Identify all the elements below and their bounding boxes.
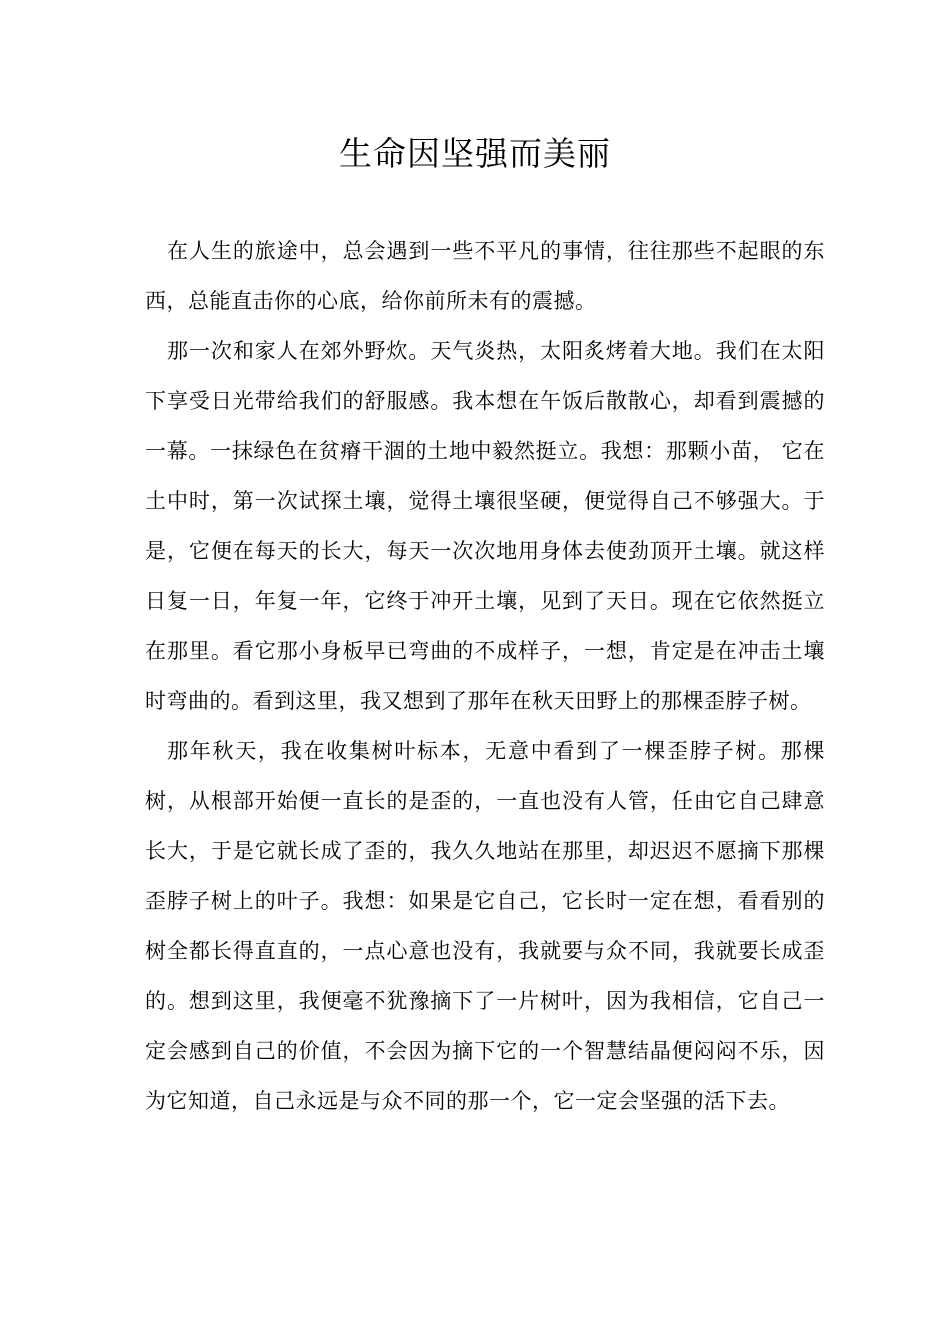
paragraph-1: 在人生的旅途中，总会遇到一些不平凡的事情，往往那些不起眼的东西，总能直击你的心底，给你前所未有的震撼。 [145, 239, 825, 313]
document-body [145, 226, 825, 1126]
paragraph-2: 那一次和家人在郊外野炊。天气炎热，太阳炙烤着大地。我们在太阳下享受日光带给我们的舒服感。我本想在午饭后散散心，却看到震撼的一幕。一抹绿色在贫瘠干涸的土地中毅然挺立。我想：那颗小苗， 它在土中时，第一次试探土壤，觉得土壤很坚硬，便觉得自己不够强大。于是，它便在每天的长大，每天一次次地用身体去使劲顶开土壤。就这样日复一日，年复一年，它终于冲开土壤，见到了天日。现在它依然挺立在那里。看它那小身板早已弯曲的不成样子，一想，肯定是在冲击土壤时弯曲的。看到这里，我又想到了那年在秋天田野上的那棵歪脖子树。 [145, 339, 825, 713]
paragraph-3: 那年秋天，我在收集树叶标本，无意中看到了一棵歪脖子树。那棵树，从根部开始便一直长的是歪的，一直也没有人管，任由它自己肆意长大，于是它就长成了歪的，我久久地站在那里，却迟迟不愿摘下那棵歪脖子树上的叶子。我想：如果是它自己，它长时一定在想，看看别的树全都长得直直的，一点心意也没有，我就要与众不同，我就要长成歪的。想到这里，我便毫不犹豫摘下了一片树叶，因为我相信，它自己一定会感到自己的价值，不会因为摘下它的一个智慧结晶便闷闷不乐，因为它知道，自己永远是与众不同的那一个，它一定会坚强的活下去。 [145, 739, 825, 1113]
document-title: 生命因坚强而美丽 [339, 134, 611, 173]
